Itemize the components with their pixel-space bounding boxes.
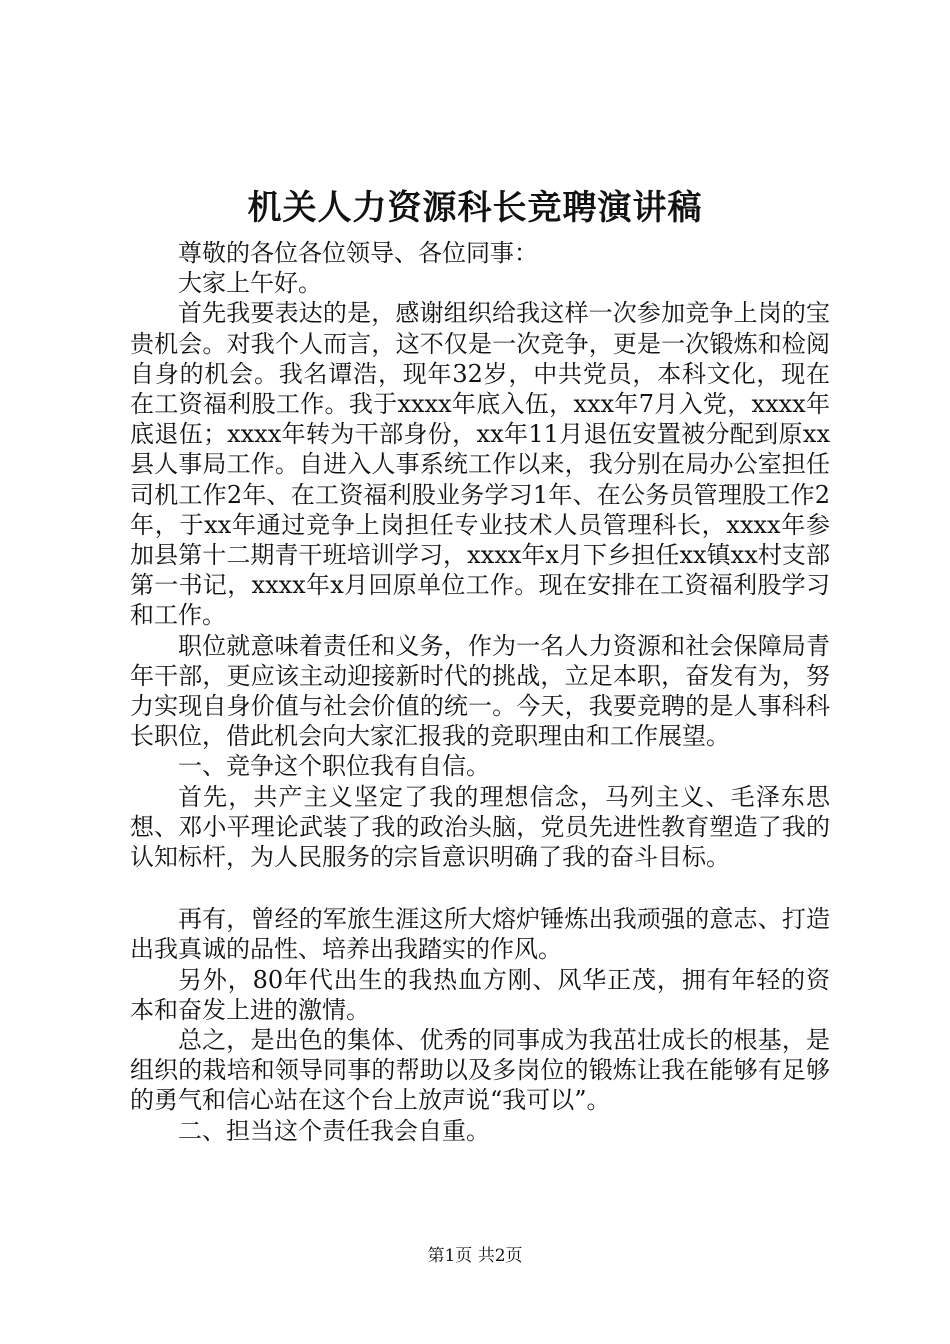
section-heading-2: 二、担当这个责任我会自重。 bbox=[178, 1116, 490, 1145]
paragraph-beliefs: 首先，共产主义坚定了我的理想信念，马列主义、毛泽东思想、邓小平理论武装了我的政治头脑，党员先进性教育塑造了我的认知标杆，为人民服务的宗旨意识明确了我的奋斗目标。 bbox=[130, 782, 830, 872]
paragraph-summary: 总之，是出色的集体、优秀的同事成为我茁壮成长的根基，是组织的栽培和领导同事的帮助以及多岗位的锻炼让我在能够有足够的勇气和信心站在这个台上放声说“我可以”。 bbox=[130, 1026, 830, 1115]
document-body bbox=[130, 238, 830, 1146]
document-title: 机关人力资源科长竞聘演讲稿 bbox=[247, 188, 703, 228]
page-footer: 第1页 共2页 bbox=[427, 1246, 523, 1266]
paragraph-introduction: 首先我要表达的是，感谢组织给我这样一次参加竞争上岗的宝贵机会。对我个人而言，这不仅是一次竞争，更是一次锻炼和检阅自身的机会。我名谭浩，现年32岁，中共党员，本科文化，现在在工资福利股工作。我于xxxx年底入伍，xxx年7月入党，xxxx年底退伍；xxxx年转为干部身份，xx年11月退伍安置被分配到原xx县人事局工作。自进入人事系统工作以来，我分别在局办公室担任司机工作2年、在工资福利股业务学习1年、在公务员管理股工作2年，于xx年通过竞争上岗担任专业技术人员管理科长，xxxx年参加县第十二期青干班培训学习，xxxx年x月下乡担任xx镇xx村支部第一书记，xxxx年x月回原单位工作。现在安排在工资福利股学习和工作。 bbox=[130, 299, 830, 630]
paragraph-youth: 另外，80年代出生的我热血方刚、风华正茂，拥有年轻的资本和奋发上进的激情。 bbox=[130, 965, 830, 1024]
paragraph-position-purpose: 职位就意味着责任和义务，作为一名人力资源和社会保障局青年干部，更应该主动迎接新时代的挑战，立足本职，奋发有为，努力实现自身价值与社会价值的统一。今天，我要竞聘的是人事科科长职位，借此机会向大家汇报我的竞职理由和工作展望。 bbox=[130, 631, 830, 751]
paragraph-greeting: 大家上午好。 bbox=[178, 269, 322, 298]
paragraph-salutation: 尊敬的各位各位领导、各位同事： bbox=[178, 239, 538, 267]
paragraph-military: 再有，曾经的军旅生涯这所大熔炉锤炼出我顽强的意志、打造出我真诚的品性、培养出我踏实的作风。 bbox=[130, 905, 830, 964]
section-heading-1: 一、竞争这个职位我有自信。 bbox=[178, 752, 490, 781]
